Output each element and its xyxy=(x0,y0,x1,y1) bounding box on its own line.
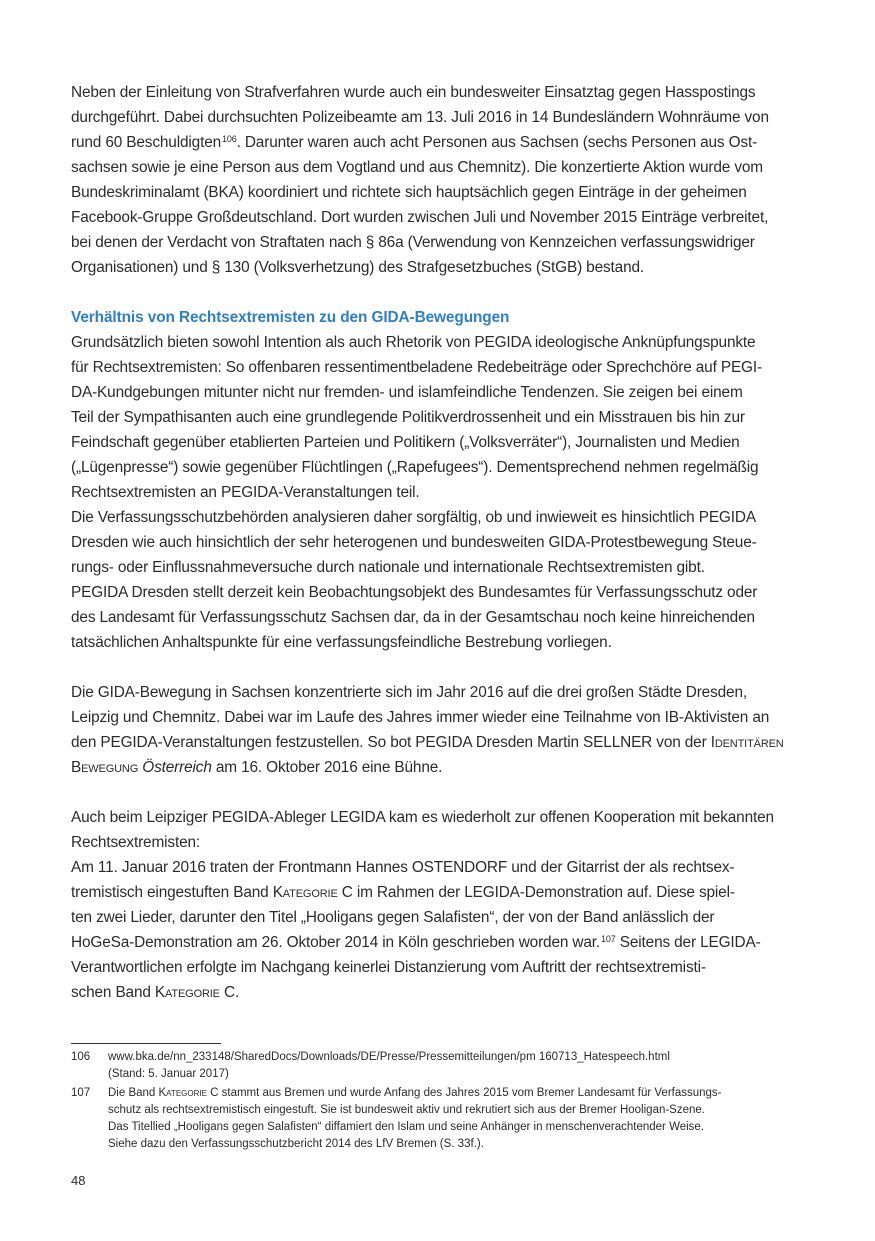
body-line: Am 11. Januar 2016 traten der Frontmann Hannes OSTENDORF und der Gitarrist der als rechtsex- xyxy=(71,859,735,876)
body-line xyxy=(71,755,802,780)
footnote-line xyxy=(108,1085,802,1102)
footnote-text-part: Die Band xyxy=(108,1087,159,1099)
paragraph-hate-posting-raid xyxy=(71,80,802,280)
body-text: C. xyxy=(219,984,240,1001)
body-line: DA-Kundgebungen mitunter nicht nur fremden- und islamfeindliche Tendenzen. Sie zeigen bei einem xyxy=(71,384,743,401)
body-text: . Darunter waren auch acht Personen aus Sachsen (sechs Personen aus Ost- xyxy=(236,134,758,151)
footnote-text-part: C stammt aus Bremen und wurde Anfang des Jahres 2015 vom Bremer Landesamt für Verfassungs- xyxy=(206,1087,722,1099)
body-line: rungs- oder Einflussnahmeversuche durch nationale und internationale Rechtsextremisten gibt. xyxy=(71,559,705,576)
footnote-text xyxy=(108,1085,802,1153)
footnote-line: Siehe dazu den Verfassungsschutzbericht 2014 des LfV Bremen (S. 33f.). xyxy=(108,1138,484,1150)
body-line: Teil der Sympathisanten auch eine grundlegende Politikverdrossenheit und ein Misstrauen bis hin zur xyxy=(71,409,745,426)
body-text: rund 60 Beschuldigten xyxy=(71,134,222,151)
body-line: durchgeführt. Dabei durchsuchten Polizeibeamte am 13. Juli 2016 in 14 Bundesländern Wohnräume von xyxy=(71,109,769,126)
footnote-106 xyxy=(71,1049,802,1083)
band-name-small-caps: Kategorie xyxy=(272,884,338,901)
body-text: tremistisch eingestuften Band xyxy=(71,884,273,901)
band-name-small-caps: Kategorie xyxy=(154,984,220,1001)
body-line: Dresden wie auch hinsichtlich der sehr heterogenen und bundesweiten GIDA-Protestbewegung Steue- xyxy=(71,534,757,551)
body-line: Organisationen) und § 130 (Volksverhetzung) des Strafgesetzbuches (StGB) bestand. xyxy=(71,259,645,276)
footnote-number: 106 xyxy=(71,1051,91,1063)
org-name-italic: Österreich xyxy=(142,759,212,776)
body-text: C im Rahmen der LEGIDA-Demonstration auf. Diese spiel- xyxy=(337,884,735,901)
body-line xyxy=(71,130,802,155)
body-line: Grundsätzlich bieten sowohl Intention als auch Rhetorik von PEGIDA ideologische Anknüpfungspunkte xyxy=(71,334,756,351)
body-line: Feindschaft gegenüber etablierten Parteien und Politikern („Volksverräter“), Journalisten und Medien xyxy=(71,434,740,451)
page-number: 48 xyxy=(71,1173,86,1188)
body-line: des Landesamt für Verfassungsschutz Sachsen dar, da in der Gesamtschau noch keine hinreichenden xyxy=(71,609,755,626)
org-name-small-caps: Bewegung xyxy=(71,759,139,776)
body-line: ten zwei Lieder, darunter den Titel „Hooligans gegen Salafisten“, der von der Band anlässlich der xyxy=(71,909,715,926)
section-heading: Verhältnis von Rechtsextremisten zu den GIDA-Bewegungen xyxy=(71,309,510,326)
footnote-107 xyxy=(71,1085,802,1153)
paragraph-legida xyxy=(71,805,802,1005)
footnote-text xyxy=(108,1049,802,1083)
footnote-link[interactable]: www.bka.de/nn_233148/SharedDocs/Downloads/DE/Presse/Pressemitteilungen/pm 160713_Hatespeech.html xyxy=(108,1051,670,1063)
body-text: schen Band xyxy=(71,984,155,1001)
body-line xyxy=(71,980,802,1005)
body-line: Die GIDA-Bewegung in Sachsen konzentrierte sich im Jahr 2016 auf die drei großen Städte Dresden, xyxy=(71,684,747,701)
body-line: Auch beim Leipziger PEGIDA-Ableger LEGIDA kam es wiederholt zur offenen Kooperation mit bekannten xyxy=(71,809,774,826)
body-line: für Rechtsextremisten: So offenbaren ressentimentbeladene Redebeiträge oder Sprechchöre auf PEGI- xyxy=(71,359,762,376)
body-text: HoGeSa-Demonstration am 26. Oktober 2014 in Köln geschrieben worden war. xyxy=(71,934,601,951)
footnote-reference-106[interactable]: 106 xyxy=(222,134,237,144)
body-line: bei denen der Verdacht von Straftaten nach § 86a (Verwendung von Kennzeichen verfassungswidriger xyxy=(71,234,755,251)
body-line: Rechtsextremisten: xyxy=(71,834,201,851)
body-line: Leipzig und Chemnitz. Dabei war im Laufe des Jahres immer wieder eine Teilnahme von IB-Aktivisten an xyxy=(71,709,770,726)
body-line: Verantwortlichen erfolgte im Nachgang keinerlei Distanzierung vom Auftritt der rechtsextremisti- xyxy=(71,959,706,976)
footnote-number: 107 xyxy=(71,1087,91,1099)
paragraph-gida-saxony xyxy=(71,680,802,780)
body-line: PEGIDA Dresden stellt derzeit kein Beobachtungsobjekt des Bundesamtes für Verfassungsschutz oder xyxy=(71,584,758,601)
body-line: („Lügenpresse“) sowie gegenüber Flüchtlingen („Rapefugees“). Dementsprechend nehmen regelmäßig xyxy=(71,459,759,476)
footnote-line: Das Titellied „Hooligans gegen Salafisten“ diffamiert den Islam und seine Anhänger in menschenverachtender Weise. xyxy=(108,1121,705,1133)
footnote-line: schutz als rechtsextremistisch eingestuft. Sie ist bundesweit aktiv und rekrutiert sich aus der Bremer Hooligan-Szene. xyxy=(108,1104,705,1116)
body-text: am 16. Oktober 2016 eine Bühne. xyxy=(211,759,443,776)
body-line xyxy=(71,930,802,955)
body-line: Rechtsextremisten an PEGIDA-Veranstaltungen teil. xyxy=(71,484,420,501)
footnote-line: (Stand: 5. Januar 2017) xyxy=(108,1068,229,1080)
body-line: Die Verfassungsschutzbehörden analysieren daher sorgfältig, ob und inwieweit es hinsichtlich PEGIDA xyxy=(71,509,756,526)
body-line: sachsen sowie je eine Person aus dem Vogtland und aus Chemnitz). Die konzertierte Aktion wurde vom xyxy=(71,159,763,176)
footnote-separator xyxy=(71,1043,221,1044)
footnote-reference-107[interactable]: 107 xyxy=(601,934,616,944)
body-text: den PEGIDA-Veranstaltungen festzustellen. So bot PEGIDA Dresden Martin SELLNER von der xyxy=(71,734,711,751)
org-name-small-caps: Identitären xyxy=(710,734,784,751)
paragraph-pegida-rhetoric xyxy=(71,330,802,655)
band-name-small-caps: Kategorie xyxy=(158,1087,207,1099)
body-line: tatsächlichen Anhaltspunkte für eine verfassungsfeindliche Bestrebung vorliegen. xyxy=(71,634,612,651)
body-line xyxy=(71,730,802,755)
body-line xyxy=(71,880,802,905)
body-text: Seitens der LEGIDA- xyxy=(615,934,761,951)
body-line: Bundeskriminalamt (BKA) koordiniert und richtete sich hauptsächlich gegen Einträge in der geheimen xyxy=(71,184,747,201)
body-line: Neben der Einleitung von Strafverfahren wurde auch ein bundesweiter Einsatztag gegen Hasspostings xyxy=(71,84,756,101)
body-line: Facebook-Gruppe Großdeutschland. Dort wurden zwischen Juli und November 2015 Einträge verbreitet, xyxy=(71,209,769,226)
